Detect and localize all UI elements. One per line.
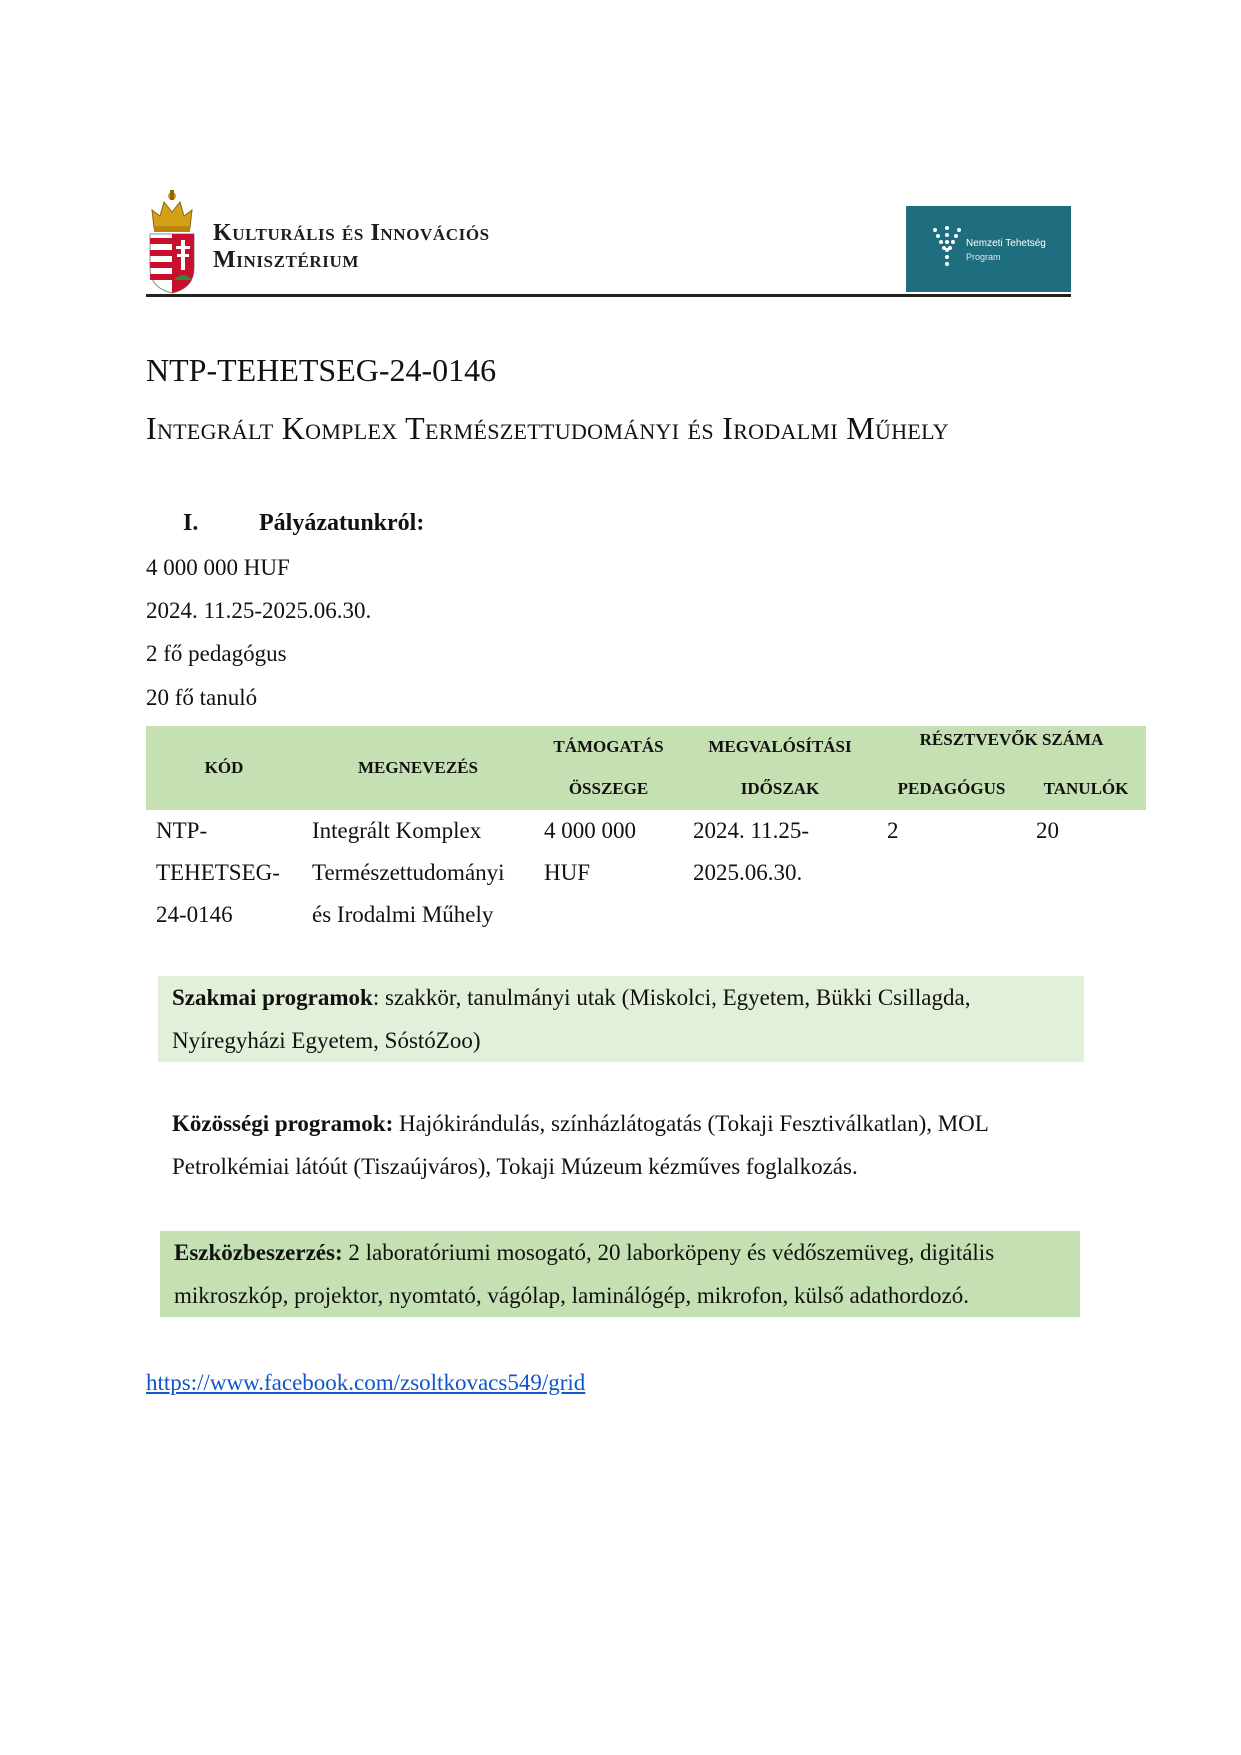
cell-name [302, 810, 534, 936]
project-id: NTP-TEHETSEG-24-0146 [146, 352, 497, 388]
header-support-1: TÁMOGATÁS [534, 726, 683, 768]
header-participants: RÉSZTVEVŐK SZÁMA [877, 726, 1146, 768]
cell-teachers: 2 [887, 818, 899, 843]
info-amount: 4 000 000 HUF [146, 555, 290, 580]
cell-support-line: HUF [544, 860, 591, 885]
cell-code [146, 810, 302, 936]
professional-programs [158, 976, 1084, 1062]
ntp-logo-line1: Nemzeti Tehetség [966, 238, 1046, 249]
header-support-2: ÖSSZEGE [534, 768, 683, 810]
community-programs [158, 1102, 1084, 1188]
ntp-wheat-logo-icon [930, 224, 964, 270]
info-students: 20 fő tanuló [146, 685, 258, 710]
info-teachers: 2 fő pedagógus [146, 641, 287, 666]
equipment-purchase-text: 2 laboratóriumi mosogató, 20 laborköpeny és védőszemüveg, digitális mikroszkóp, projektor, nyomtató, vágólap, laminálógép, mikrofon, külső adathordozó. [174, 1240, 995, 1308]
header-divider [146, 294, 1071, 297]
cell-period [683, 810, 877, 936]
section-number: I. [183, 510, 199, 536]
project-table [146, 726, 1146, 936]
cell-period-line: 2024. 11.25- [693, 818, 810, 843]
equipment-purchase-label: Eszközbeszerzés: [174, 1240, 343, 1265]
cell-code-line: 24-0146 [156, 902, 233, 927]
community-programs-text: Hajókirándulás, színházlátogatás (Tokaji Fesztiválkatlan), MOL Petrolkémiai látóút (Tiszaújváros), Tokaji Múzeum kézműves foglalkozás. [172, 1111, 988, 1179]
header-period-1: MEGVALÓSÍTÁSI [683, 726, 877, 768]
cell-code-line: NTP- [156, 818, 208, 843]
cell-name-line: és Irodalmi Műhely [312, 902, 494, 927]
info-period: 2024. 11.25-2025.06.30. [146, 598, 372, 623]
section-title: Pályázatunkról: [259, 510, 425, 536]
header-period-2: IDŐSZAK [683, 768, 877, 810]
equipment-purchase [160, 1231, 1080, 1317]
header-code: KÓD [146, 726, 302, 810]
header-name: MEGNEVEZÉS [302, 726, 534, 810]
ministry-line1: Kulturális és Innovációs [213, 220, 490, 246]
cell-name-line: Integrált Komplex [312, 818, 482, 843]
cell-period-line: 2025.06.30. [693, 860, 803, 885]
ntp-logo [906, 206, 1071, 292]
professional-programs-text: : szakkör, tanulmányi utak (Miskolci, Egyetem, Bükki Csillagda, Nyíregyházi Egyetem, SóstóZoo) [172, 985, 971, 1053]
cell-students: 20 [1036, 818, 1059, 843]
ntp-logo-line2: Program [966, 252, 1001, 262]
professional-programs-label: Szakmai programok [172, 985, 373, 1010]
header-teachers: PEDAGÓGUS [877, 768, 1026, 810]
table-row [146, 810, 1146, 936]
cell-name-line: Természettudományi [312, 860, 505, 885]
cell-code-line: TEHETSEG- [156, 860, 280, 885]
cell-support-line: 4 000 000 [544, 818, 636, 843]
cell-support [534, 810, 683, 936]
ministry-name [213, 220, 490, 274]
project-title: Integrált Komplex Természettudományi és Irodalmi Műhely [146, 410, 949, 446]
ministry-line2: Minisztérium [213, 246, 360, 273]
facebook-link[interactable]: https://www.facebook.com/zsoltkovacs549/grid [146, 1370, 586, 1395]
community-programs-label: Közösségi programok: [172, 1111, 394, 1136]
coat-of-arms-icon [146, 188, 198, 294]
header-students: TANULÓK [1026, 768, 1146, 810]
